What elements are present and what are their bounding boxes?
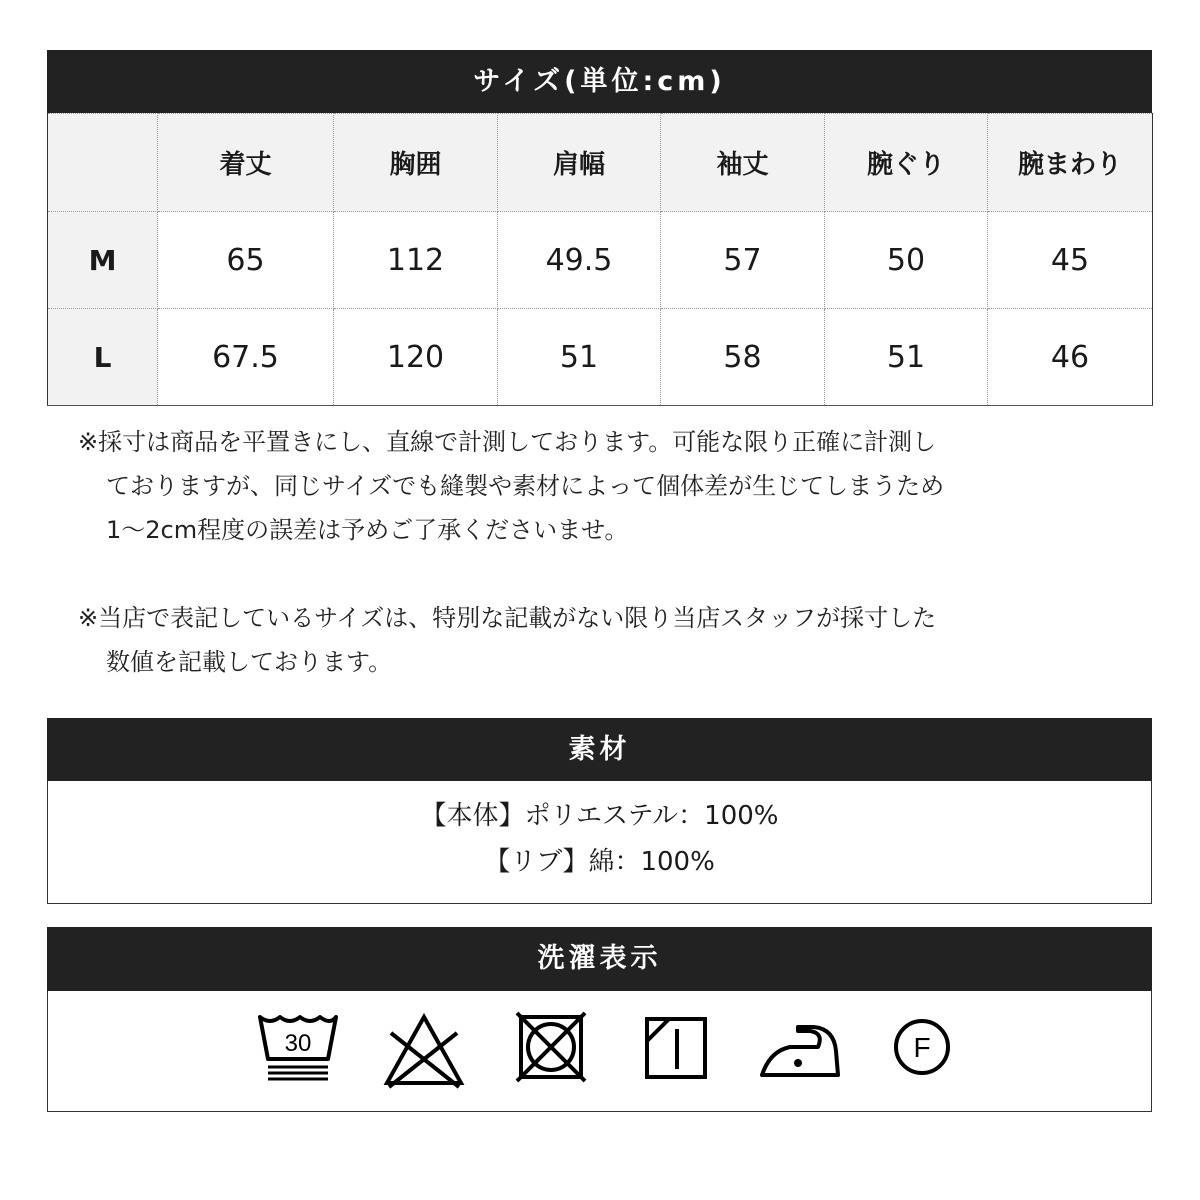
- size-label: M: [48, 212, 158, 309]
- table-cell: 50: [825, 212, 988, 309]
- table-cell: 51: [825, 309, 988, 406]
- table-cell: 67.5: [158, 309, 334, 406]
- no-tumble-dry-icon: [505, 1011, 595, 1091]
- table-cell: 46: [988, 309, 1153, 406]
- table-cell: 65: [158, 212, 334, 309]
- column-header-chest: 胸囲: [334, 114, 498, 212]
- measurement-note: [78, 420, 1158, 552]
- table-cell: 57: [661, 212, 825, 309]
- column-header-arm-circumference: 腕まわり: [988, 114, 1153, 212]
- column-header-sleeve: 袖丈: [661, 114, 825, 212]
- size-table-header-row: [48, 114, 1153, 212]
- table-cell: 45: [988, 212, 1153, 309]
- table-row: [48, 309, 1153, 406]
- note-line: ておりますが、同じサイズでも縫製や素材によって個体差が生じてしまうため: [106, 472, 945, 500]
- table-cell: 112: [334, 212, 498, 309]
- no-bleach-icon: [379, 1011, 469, 1091]
- iron-low-icon: [756, 1011, 846, 1091]
- size-section-title: サイズ(単位:cm): [47, 50, 1152, 113]
- note-line: ※当店で表記しているサイズは、特別な記載がない限り当店スタッフが採寸した: [78, 604, 937, 632]
- column-header-shoulder: 肩幅: [498, 114, 661, 212]
- column-header-armhole: 腕ぐり: [825, 114, 988, 212]
- note-line: 1～2cm程度の誤差は予めご了承くださいませ。: [106, 516, 629, 544]
- size-label: L: [48, 309, 158, 406]
- material-section-title: 素材: [47, 718, 1152, 781]
- table-cell: 58: [661, 309, 825, 406]
- care-box: [47, 991, 1152, 1112]
- note-line: 数値を記載しております。: [106, 648, 393, 676]
- care-section-title: 洗濯表示: [47, 927, 1152, 991]
- size-table: [47, 113, 1153, 406]
- line-dry-shade-icon: [631, 1011, 721, 1091]
- table-cell: 120: [334, 309, 498, 406]
- dry-clean-letter: F: [913, 1032, 931, 1063]
- table-cell: 51: [498, 309, 661, 406]
- wash-temperature: 30: [284, 1030, 312, 1057]
- dry-clean-f-icon: [878, 1011, 968, 1091]
- wash-tub-30-icon: [254, 1011, 344, 1091]
- material-line-rib: 【リブ】綿：100%: [484, 847, 715, 877]
- note-line: ※採寸は商品を平置きにし、直線で計測しております。可能な限り正確に計測し: [78, 428, 937, 456]
- column-header-blank: [48, 114, 158, 212]
- material-box: [47, 781, 1152, 904]
- table-cell: 49.5: [498, 212, 661, 309]
- table-row: [48, 212, 1153, 309]
- material-line-body: 【本体】ポリエステル：100%: [420, 801, 779, 831]
- column-header-length: 着丈: [158, 114, 334, 212]
- size-source-note: [78, 596, 1158, 684]
